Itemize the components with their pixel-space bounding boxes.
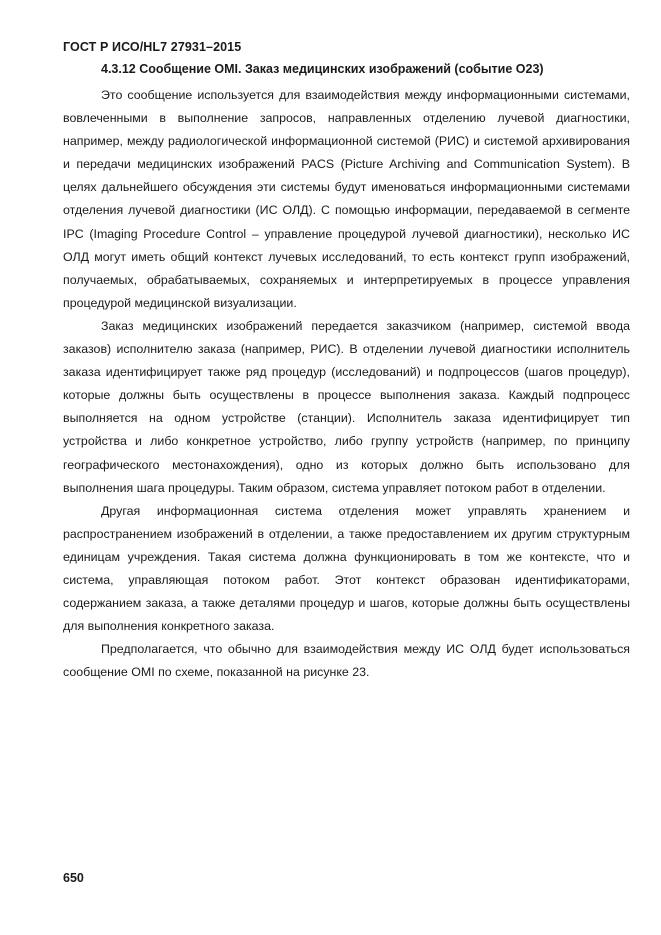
paragraph: Это сообщение используется для взаимодействия между информационными системами, вовлеченными в выполнение запросов, направленных отделению лучевой диагностики, например, между радиологической информационной системой (РИС) и системой архивирования и передачи медицинских изображений PACS (Picture Archiving and Communication System). В целях дальнейшего обсуждения эти системы будут именоваться информационными системами отделения лучевой диагностики (ИС ОЛД). С помощью информации, передаваемой в сегменте IPC (Imaging Procedure Control – управление процедурой лучевой диагностики), несколько ИС ОЛД могут иметь общий контекст лучевых исследований, то есть контекст групп изображений, получаемых, обрабатываемых, сохраняемых и интерпретируемых в процессе управления процедурой медицинской визуализации. [63, 88, 630, 310]
paragraph: Другая информационная система отделения может управлять хранением и распространением изображений в отделении, а также предоставлением их другим структурным единицам учреждения. Такая система должна функционировать в том же контексте, что и система, управляющая потоком работ. Этот контекст образован идентификаторами, содержанием заказа, а также деталями процедур и шагов, которые должны быть осуществлены для выполнения конкретного заказа. [63, 503, 630, 634]
body-text [63, 84, 630, 684]
paragraph: Предполагается, что обычно для взаимодействия между ИС ОЛД будет использоваться сообщение OMI по схеме, показанной на рисунке 23. [63, 642, 630, 680]
paragraph: Заказ медицинских изображений передается заказчиком (например, системой ввода заказов) исполнителю заказа (например, РИС). В отделении лучевой диагностики исполнитель заказа идентифицирует также ряд процедур (исследований) и подпроцессов (шагов процедур), которые должны быть осуществлены в процессе выполнения заказа. Каждый подпроцесс выполняется на одном устройстве (станции). Исполнитель заказа идентифицирует тип устройства и либо конкретное устройство, либо группу устройств (например, по принципу географического местонахождения), одно из которых должно быть использовано для выполнения шага процедуры. Таким образом, система управляет потоком работ в отделении. [63, 318, 630, 495]
section-heading: 4.3.12 Сообщение OMI. Заказ медицинских изображений (событие O23) [101, 62, 544, 76]
document-code-header: ГОСТ Р ИСО/HL7 27931–2015 [63, 40, 242, 54]
page-number: 650 [63, 871, 84, 885]
